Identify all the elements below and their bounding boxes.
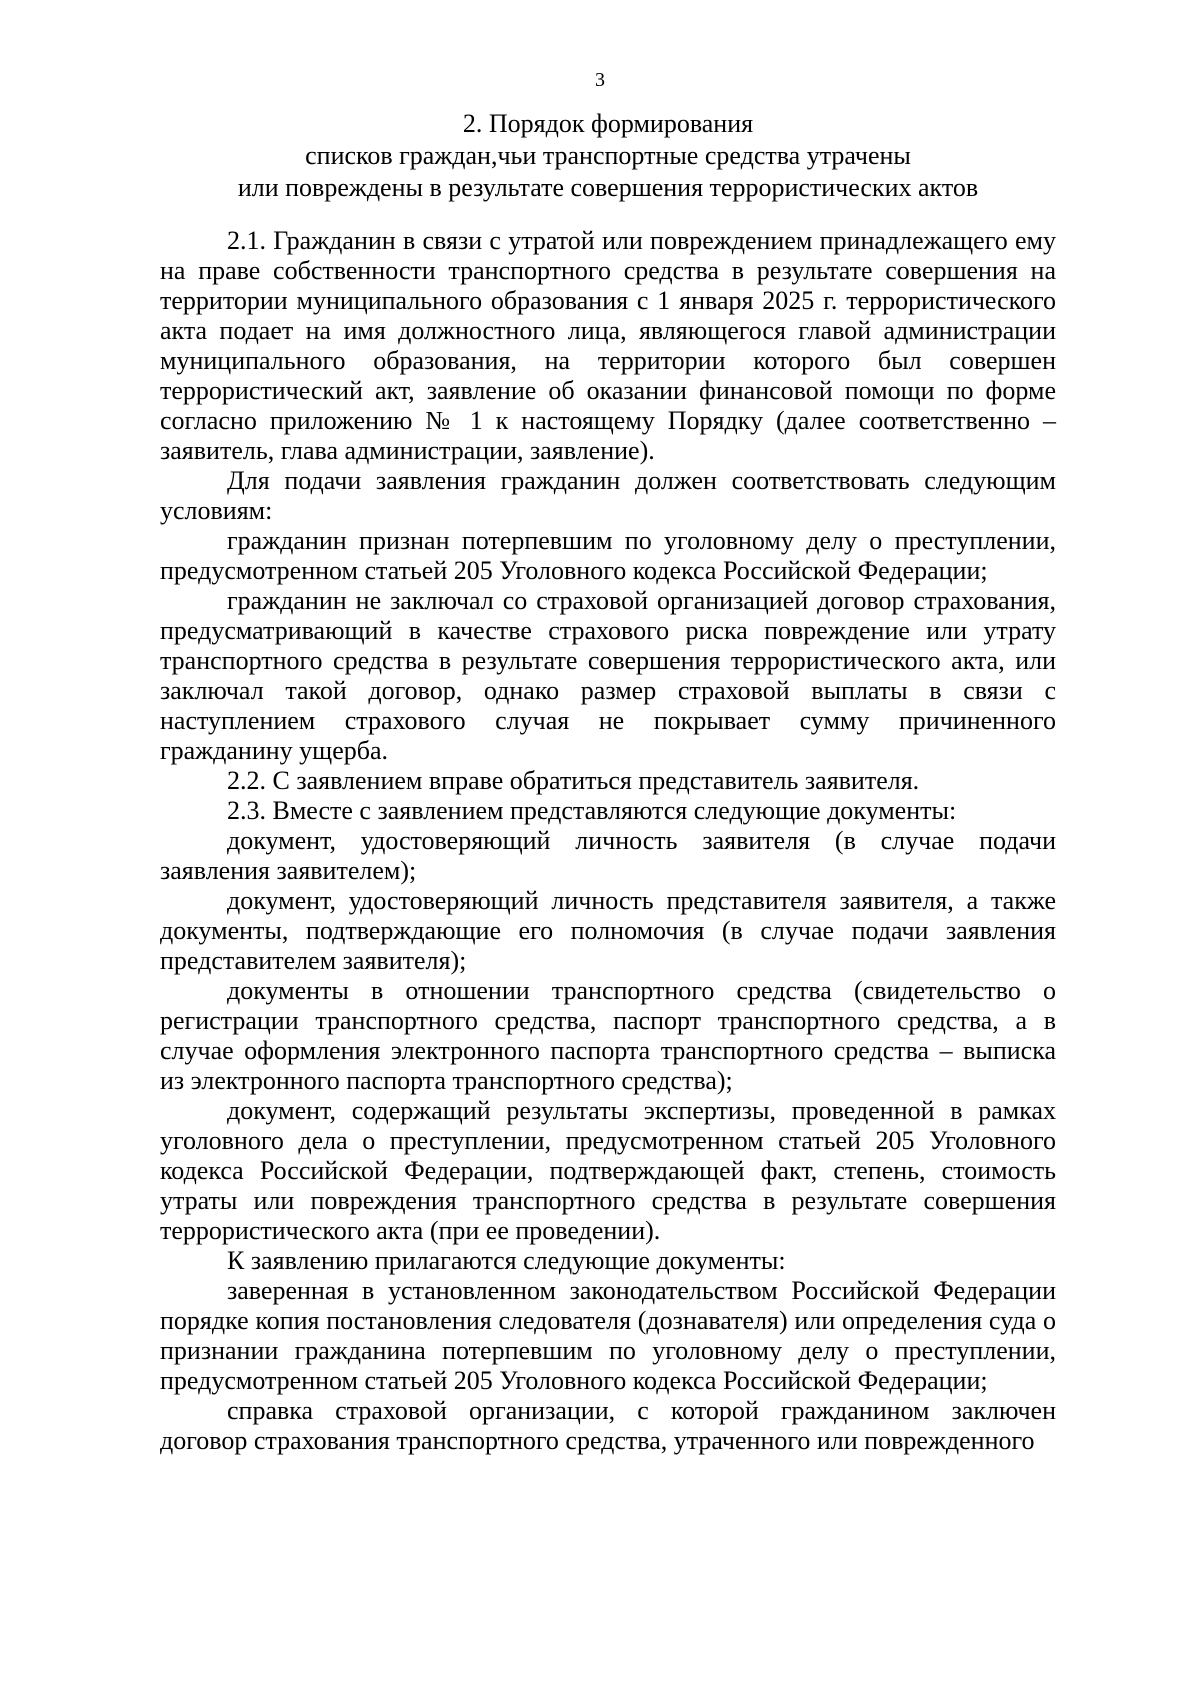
paragraph-doc-vehicle: документы в отношении транспортного средства (свидетельство о регистрации транспортного средства, паспорт транспортного средства, а в случае оформления электронного паспорта транспортного средства – выписка из электронного паспорта транспортного средства); [160,976,1056,1095]
section-heading [160,108,1056,204]
paragraph-2-3: 2.3. Вместе с заявлением представляются следующие документы: [227,796,957,825]
paragraph-attachment-resolution: заверенная в установленном законодательством Российской Федерации порядке копия постановления следователя (дознавателя) или определения суда о признании гражданина потерпевшим по уголовному делу о преступлении, предусмотренном статьей 205 Уголовного кодекса Российской Федерации; [160,1276,1056,1395]
paragraph-attachment-insurance-certificate: справка страховой организации, с которой гражданином заключен договор страхования транспортного средства, утраченного или поврежденного [160,1396,1056,1455]
paragraph-doc-expertise: документ, содержащий результаты экспертизы, проведенной в рамках уголовного дела о преступлении, предусмотренном статьей 205 Уголовного кодекса Российской Федерации, подтверждающей факт, степень, стоимость утраты или повреждения транспортного средства в результате совершения террористического акта (при ее проведении). [160,1096,1056,1245]
paragraph-conditions-intro: Для подачи заявления гражданин должен соответствовать следующим условиям: [160,466,1056,525]
paragraph-attachments-intro: К заявлению прилагаются следующие документы: [227,1246,786,1275]
document-body [160,226,1056,1456]
paragraph-doc-applicant-id: документ, удостоверяющий личность заявителя (в случае подачи заявления заявителем); [160,826,1056,885]
paragraph-2-1: 2.1. Гражданин в связи с утратой или повреждением принадлежащего ему на праве собственности транспортного средства в результате совершения на территории муниципального образования с 1 января 2025 г. террористического акта подает на имя должностного лица, являющегося главой администрации муниципального образования, на территории которого был совершен террористический акт, заявление об оказании финансовой помощи по форме согласно приложению № 1 к настоящему Порядку (далее соответственно – заявитель, глава администрации, заявление). [160,226,1056,465]
paragraph-doc-representative-id: документ, удостоверяющий личность представителя заявителя, а также документы, подтверждающие его полномочия (в случае подачи заявления представителем заявителя); [160,886,1056,975]
paragraph-condition-insurance: гражданин не заключал со страховой организацией договор страхования, предусматривающий в качестве страхового риска повреждение или утрату транспортного средства в результате совершения террористического акта, или заключал такой договор, однако размер страховой выплаты в связи с наступлением страхового случая не покрывает сумму причиненного гражданину ущерба. [160,586,1056,765]
heading-line-3: или повреждены в результате совершения террористических актов [237,173,979,202]
paragraph-condition-victim: гражданин признан потерпевшим по уголовному делу о преступлении, предусмотренном статьей 205 Уголовного кодекса Российской Федерации; [160,526,1056,585]
page-number: 3 [595,69,605,91]
heading-line-1: 2. Порядок формирования [462,109,754,138]
paragraph-2-2: 2.2. С заявлением вправе обратиться представитель заявителя. [227,766,920,795]
heading-line-2: списков граждан,чьи транспортные средства утрачены [305,141,911,170]
